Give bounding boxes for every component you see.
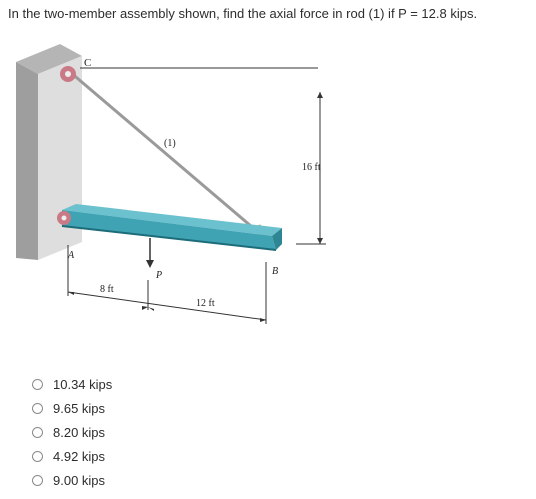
option-5[interactable] bbox=[32, 468, 112, 492]
option-label: 10.34 kips bbox=[53, 376, 113, 392]
assembly-diagram bbox=[0, 30, 536, 350]
horizontal-dimension bbox=[68, 245, 266, 324]
question-text: In the two-member assembly shown, find the axial force in rod (1) if P = 12.8 kips. bbox=[8, 6, 478, 21]
option-label: 9.65 kips bbox=[53, 400, 106, 416]
label-b: B bbox=[272, 266, 279, 277]
label-rod-1: (1) bbox=[164, 138, 176, 149]
option-1[interactable] bbox=[32, 372, 112, 396]
label-a: A bbox=[68, 250, 75, 261]
answer-options bbox=[32, 372, 112, 492]
option-label: 8.20 kips bbox=[53, 424, 106, 440]
option-label: 9.00 kips bbox=[53, 472, 106, 488]
pin-a bbox=[57, 211, 71, 225]
option-label: 4.92 kips bbox=[53, 448, 106, 464]
beam-ab bbox=[62, 204, 282, 250]
label-c: C bbox=[84, 57, 92, 69]
radio-button[interactable] bbox=[32, 403, 43, 414]
label-p: P bbox=[156, 270, 163, 281]
label-12ft: 12 ft bbox=[196, 298, 215, 309]
option-2[interactable] bbox=[32, 396, 112, 420]
radio-button[interactable] bbox=[32, 427, 43, 438]
radio-button[interactable] bbox=[32, 475, 43, 486]
option-3[interactable] bbox=[32, 420, 112, 444]
assembly-figure bbox=[0, 30, 536, 350]
pin-c bbox=[60, 66, 76, 82]
label-16ft: 16 ft bbox=[302, 162, 321, 173]
radio-button[interactable] bbox=[32, 451, 43, 462]
load-arrow-p bbox=[146, 238, 154, 268]
option-4[interactable] bbox=[32, 444, 112, 468]
label-8ft: 8 ft bbox=[100, 284, 114, 295]
radio-button[interactable] bbox=[32, 379, 43, 390]
